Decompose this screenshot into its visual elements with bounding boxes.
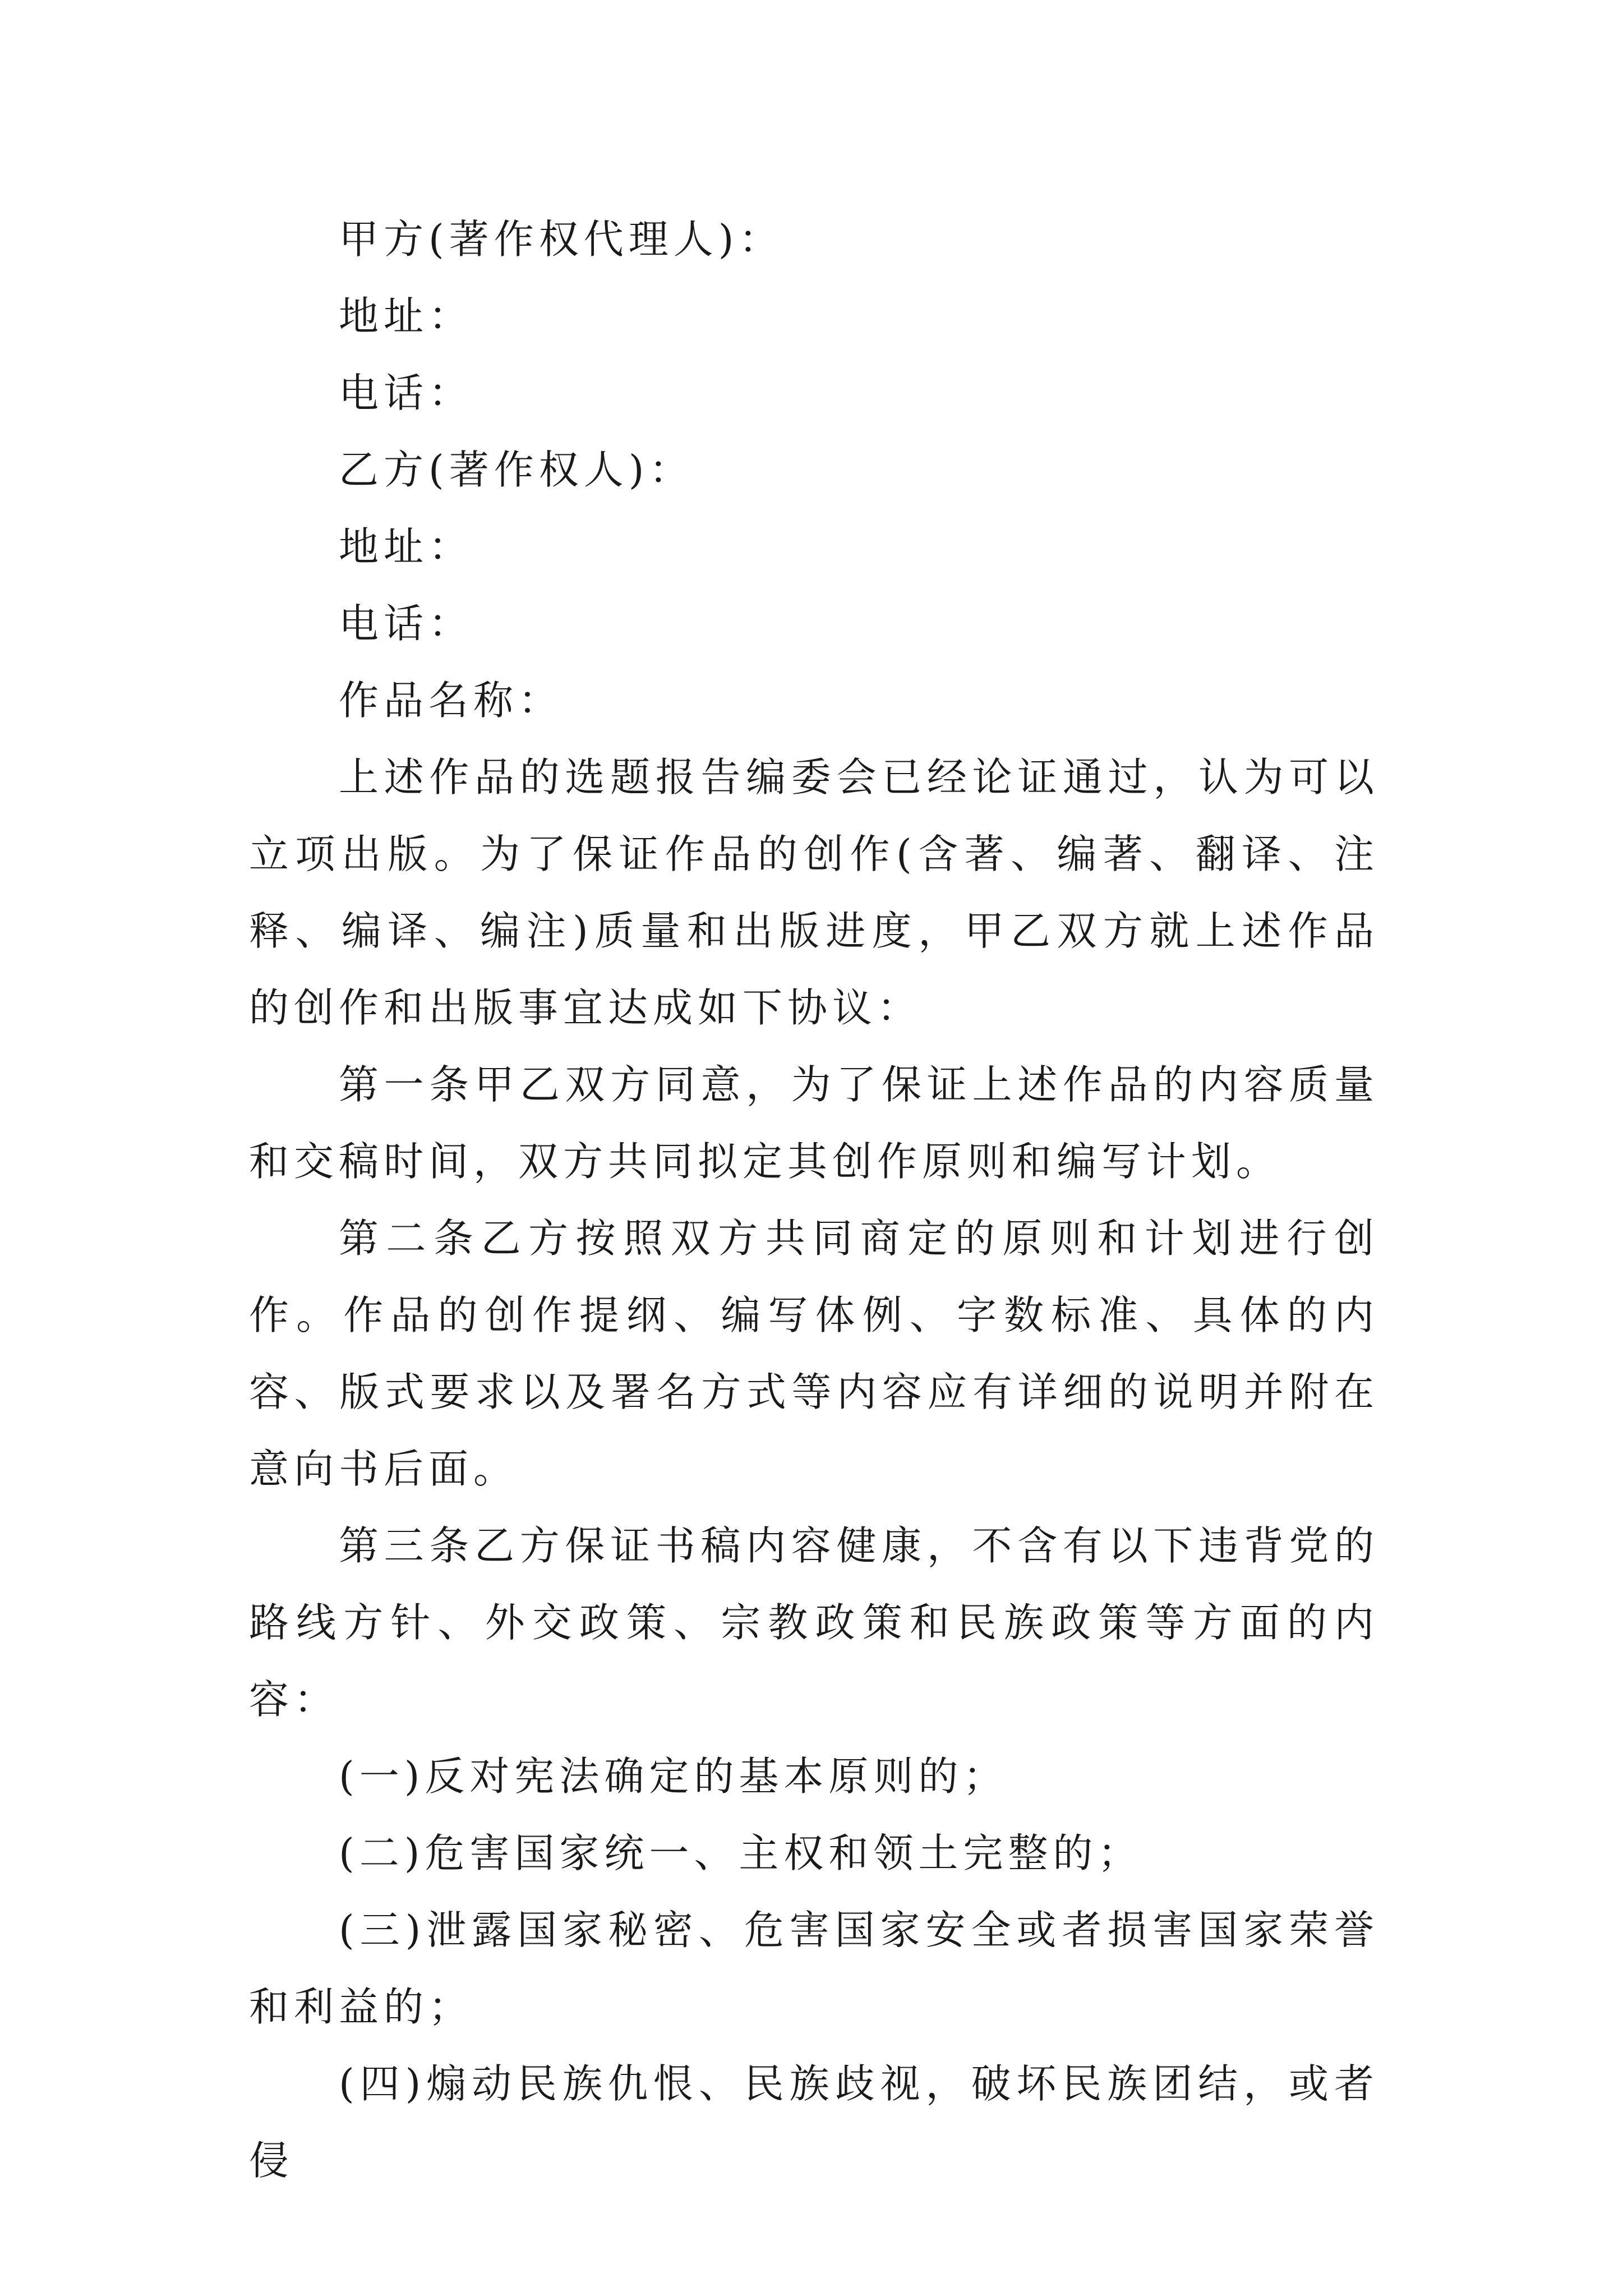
article-1: 第一条甲乙双方同意，为了保证上述作品的内容质量和交稿时间，双方共同拟定其创作原则和编写计划。: [249, 1061, 1379, 1185]
article-3-item-1: (一)反对宪法确定的基本原则的；: [339, 1753, 1008, 1800]
party-b-label: 乙方(著作权人)：: [339, 447, 694, 493]
article-3-item-4: (四)煽动民族仇恨、民族歧视，破坏民族团结，或者侵: [249, 2060, 1379, 2184]
work-title-label: 作品名称：: [339, 677, 564, 724]
preamble-paragraph: 上述作品的选题报告编委会已经论证通过，认为可以立项出版。为了保证作品的创作(含著、编著、翻译、注释、编译、编注)质量和出版进度，甲乙双方就上述作品的创作和出版事宜达成如下协议：: [249, 754, 1379, 1031]
party-a-address: 地址：: [339, 293, 474, 339]
party-b-phone: 电话：: [339, 600, 474, 647]
party-b-address: 地址：: [339, 523, 474, 570]
article-2: 第二条乙方按照双方共同商定的原则和计划进行创作。作品的创作提纲、编写体例、字数标准、具体的内容、版式要求以及署名方式等内容应有详细的说明并附在意向书后面。: [249, 1215, 1379, 1492]
article-3-item-3: (三)泄露国家秘密、危害国家安全或者损害国家荣誉和利益的；: [249, 1907, 1379, 2030]
party-a-phone: 电话：: [339, 370, 474, 416]
document-body: [249, 201, 1379, 2199]
party-a-label: 甲方(著作权代理人)：: [339, 216, 784, 263]
article-3: 第三条乙方保证书稿内容健康，不含有以下违背党的路线方针、外交政策、宗教政策和民族政策等方面的内容：: [249, 1522, 1379, 1723]
article-3-item-2: (二)危害国家统一、主权和领土完整的；: [339, 1830, 1143, 1876]
